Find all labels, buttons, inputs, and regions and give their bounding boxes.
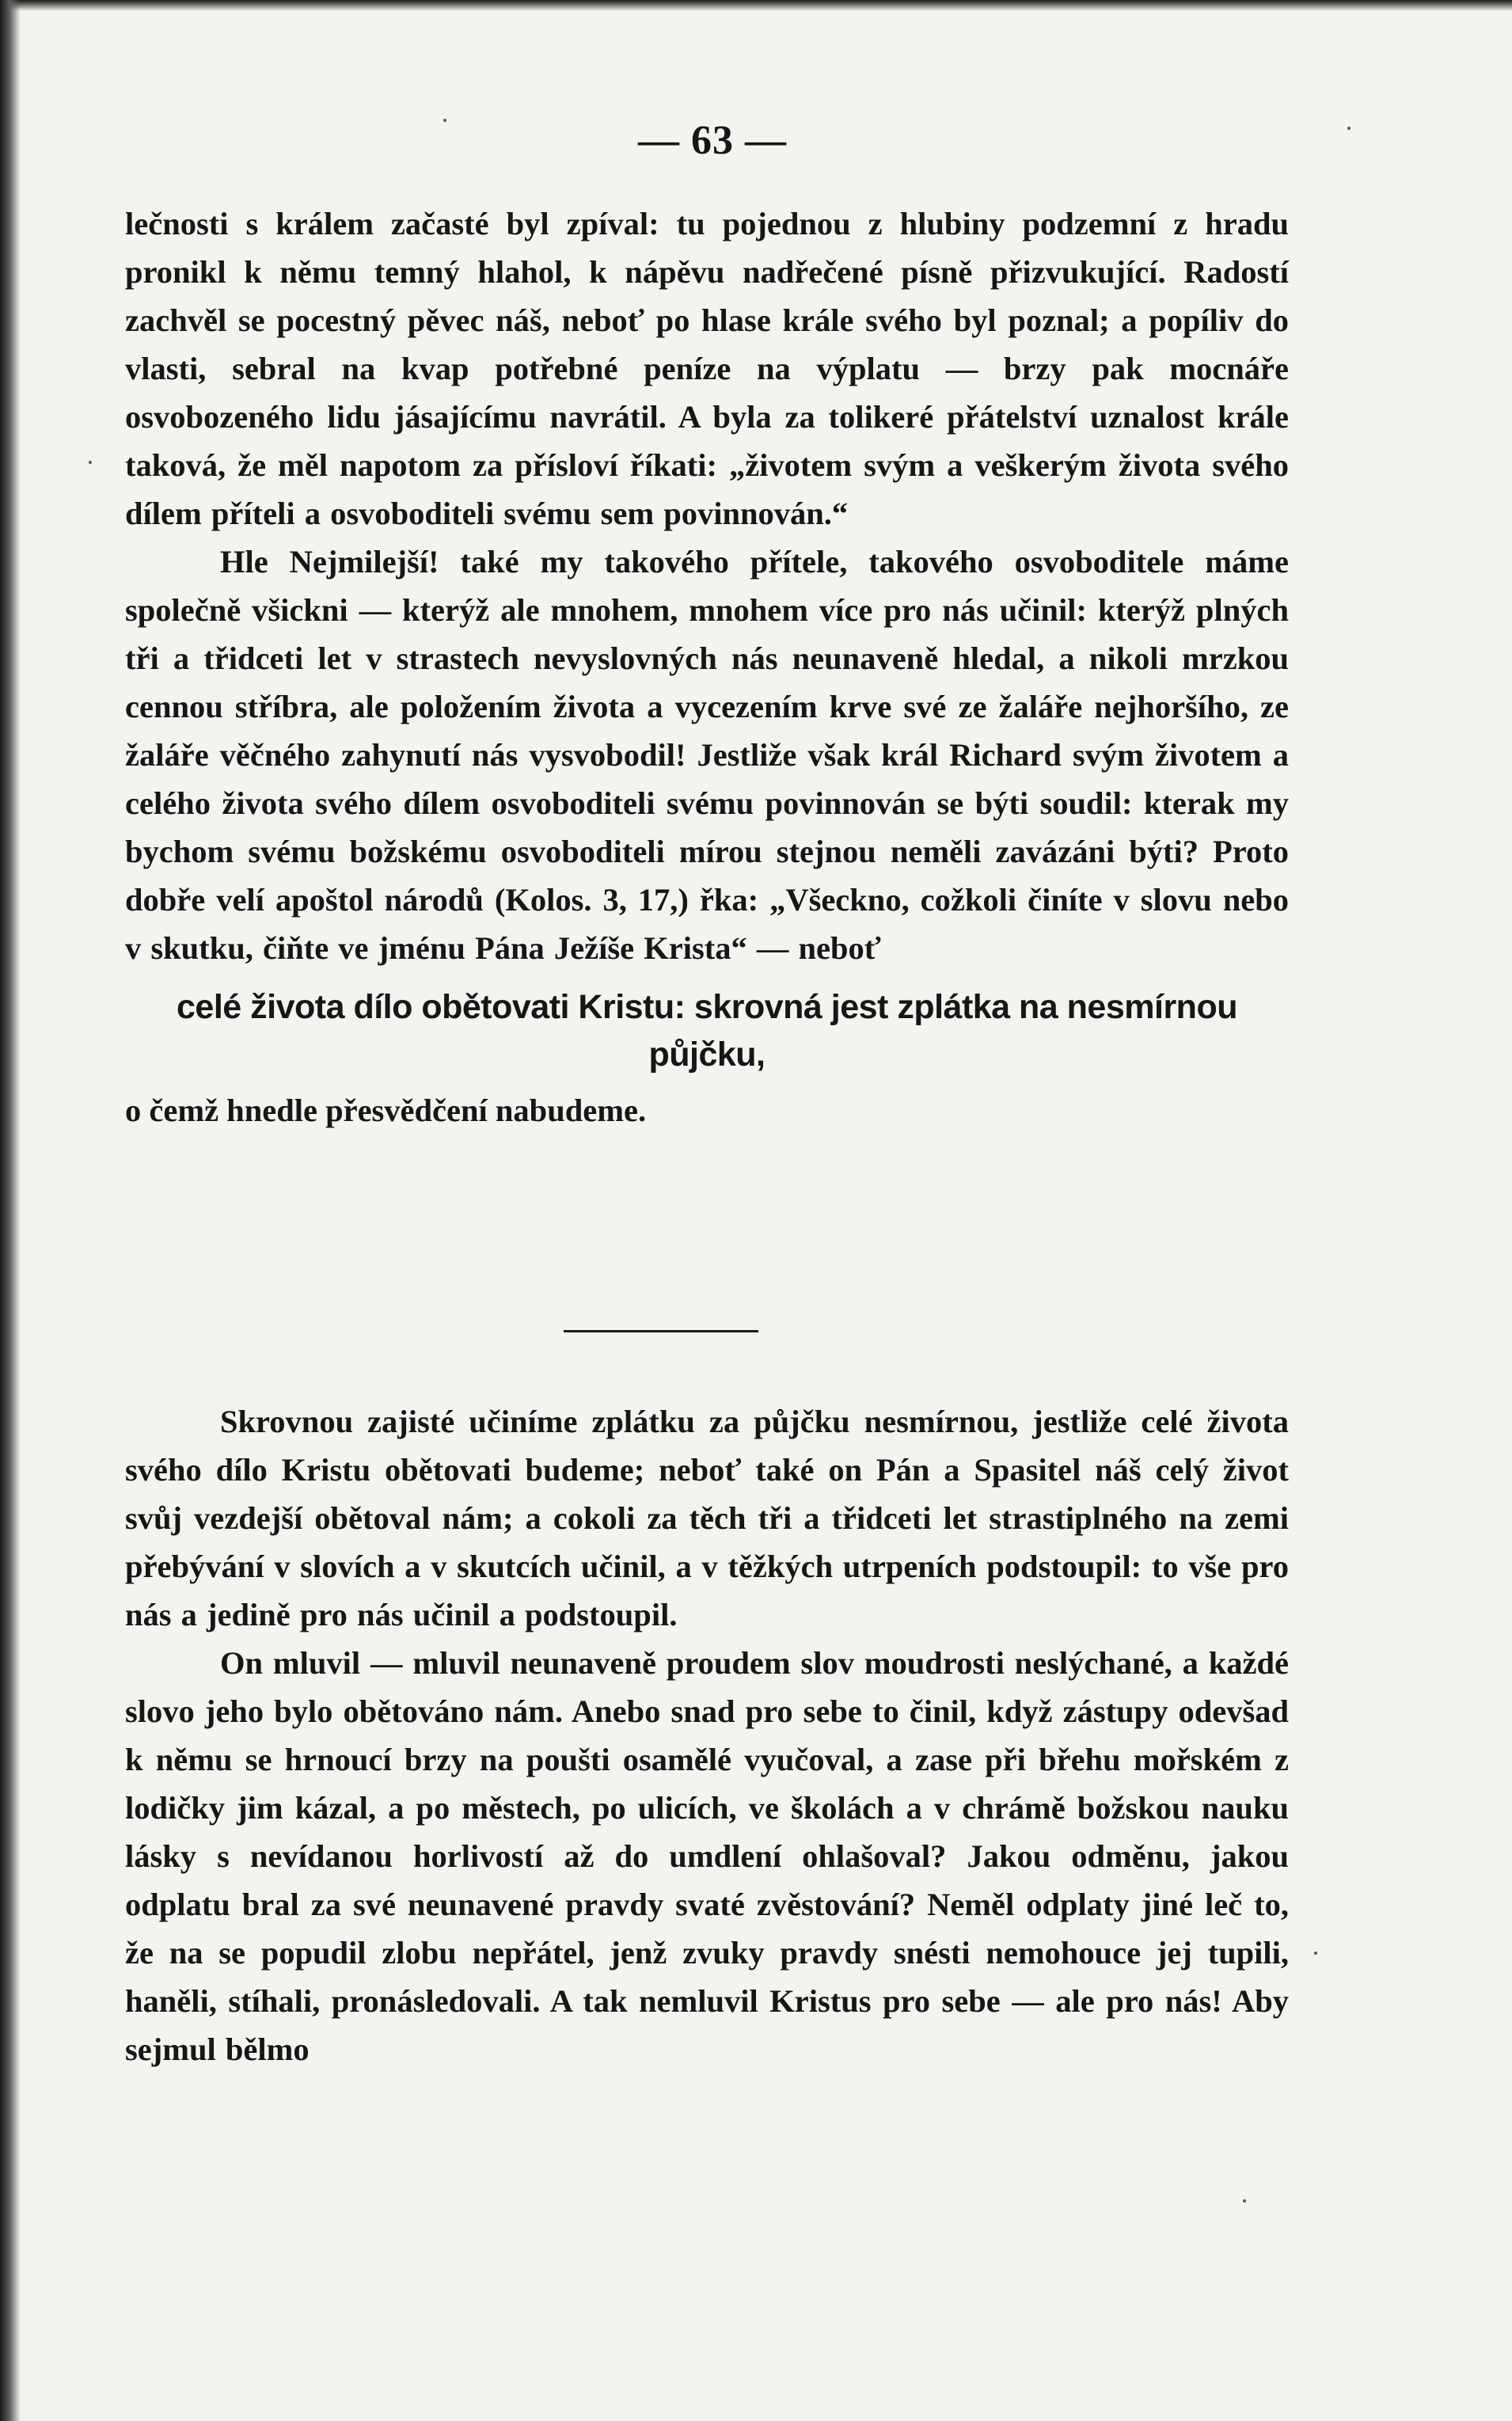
section-heading: celé života dílo obětovati Kristu: skrovná jest zplátka na nesmírnou půjčku, bbox=[177, 988, 1237, 1074]
section-two bbox=[125, 1397, 1289, 2073]
section-divider bbox=[564, 1330, 758, 1332]
scan-top-edge bbox=[0, 0, 1512, 11]
body-paragraph: Hle Nejmilejší! také my takového přítele, takového osvoboditele máme společně všickni — kterýž ale mnohem, mnohem více pro nás učinil: kterýž plných tři a třidceti let v strastech nevyslovných nás neunaveně hledal, a nikoli mrzkou cennou stříbra, ale položením života a vycezením krve své ze žaláře nejhoršího, ze žaláře věčného zahynutí nás vysvobodil! Jestliže však král Richard svým životem a celého života svého dílem osvoboditeli svému povinnován se býti soudil: kterak my bychom svému božskému osvoboditeli mírou stejnou neměli zavázáni býti? Proto dobře velí apoštol národů (Kolos. 3, 17,) řka: „Všeckno, cožkoli činíte v slovu nebo v skutku, čiňte ve jménu Pána Ježíše Krista“ — neboť bbox=[125, 544, 1289, 966]
paper-speck bbox=[1314, 1952, 1317, 1955]
body-paragraph: On mluvil — mluvil neunaveně proudem slov moudrosti neslýchané, a každé slovo jeho bylo obětováno nám. Anebo snad pro sebe to činil, když zástupy odevšad k němu se hrnoucí brzy na poušti osamělé vyučoval, a zase při břehu mořském z lodičky jim kázal, a po městech, po ulicích, ve školách a v chrámě božskou nauku lásky s nevídanou horlivostí až do umdlení ohlašoval? Jakou odměnu, jakou odplatu bral za své neunavené pravdy svaté zvěstování? Neměl odplaty jiné leč to, že na se popudil zlobu nepřátel, jenž zvuky pravdy snésti nemohouce jej tupili, haněli, stíhali, pronásledovali. A tak nemluvil Kristus pro sebe — ale pro nás! Aby sejmul bělmo bbox=[125, 1645, 1289, 2067]
paper-speck bbox=[1347, 127, 1351, 130]
scan-left-edge bbox=[0, 0, 21, 2421]
paper-speck bbox=[1243, 2199, 1246, 2202]
body-paragraph: Skrovnou zajisté učiníme zplátku za půjčku nesmírnou, jestliže celé života svého dílo Kristu obětovati budeme; neboť také on Pán a Spasitel náš celý život svůj vezdejší obětoval nám; a cokoli za těch tři a třidceti let strastiplného na zemi přebývání v slovích a v skutcích učinil, a v těžkých utrpeních podstoupil: to vše pro nás a jedině pro nás učinil a podstoupil. bbox=[125, 1404, 1289, 1632]
page-number: — 63 — bbox=[638, 118, 787, 163]
body-paragraph: lečnosti s králem začasté byl zpíval: tu pojednou z hlubiny podzemní z hradu pronikl k němu temný hlahol, k nápěvu nadřečené písně přizvukující. Radostí zachvěl se pocestný pěvec náš, neboť po hlase krále svého byl poznal; a popíliv do vlasti, sebral na kvap potřebné peníze na výplatu — brzy pak mocnáře osvobozeného lidu jásajícímu navrátil. A byla za tolikeré přátelství uznalost krále taková, že měl napotom za přísloví říkati: „životem svým a veškerým života svého dílem příteli a osvoboditeli svému sem povinnován.“ bbox=[125, 206, 1289, 531]
body-paragraph: o čemž hnedle přesvědčení nabudeme. bbox=[125, 1093, 647, 1128]
section-one bbox=[125, 200, 1289, 1134]
paper-speck bbox=[443, 119, 446, 122]
paper-speck bbox=[89, 461, 92, 464]
